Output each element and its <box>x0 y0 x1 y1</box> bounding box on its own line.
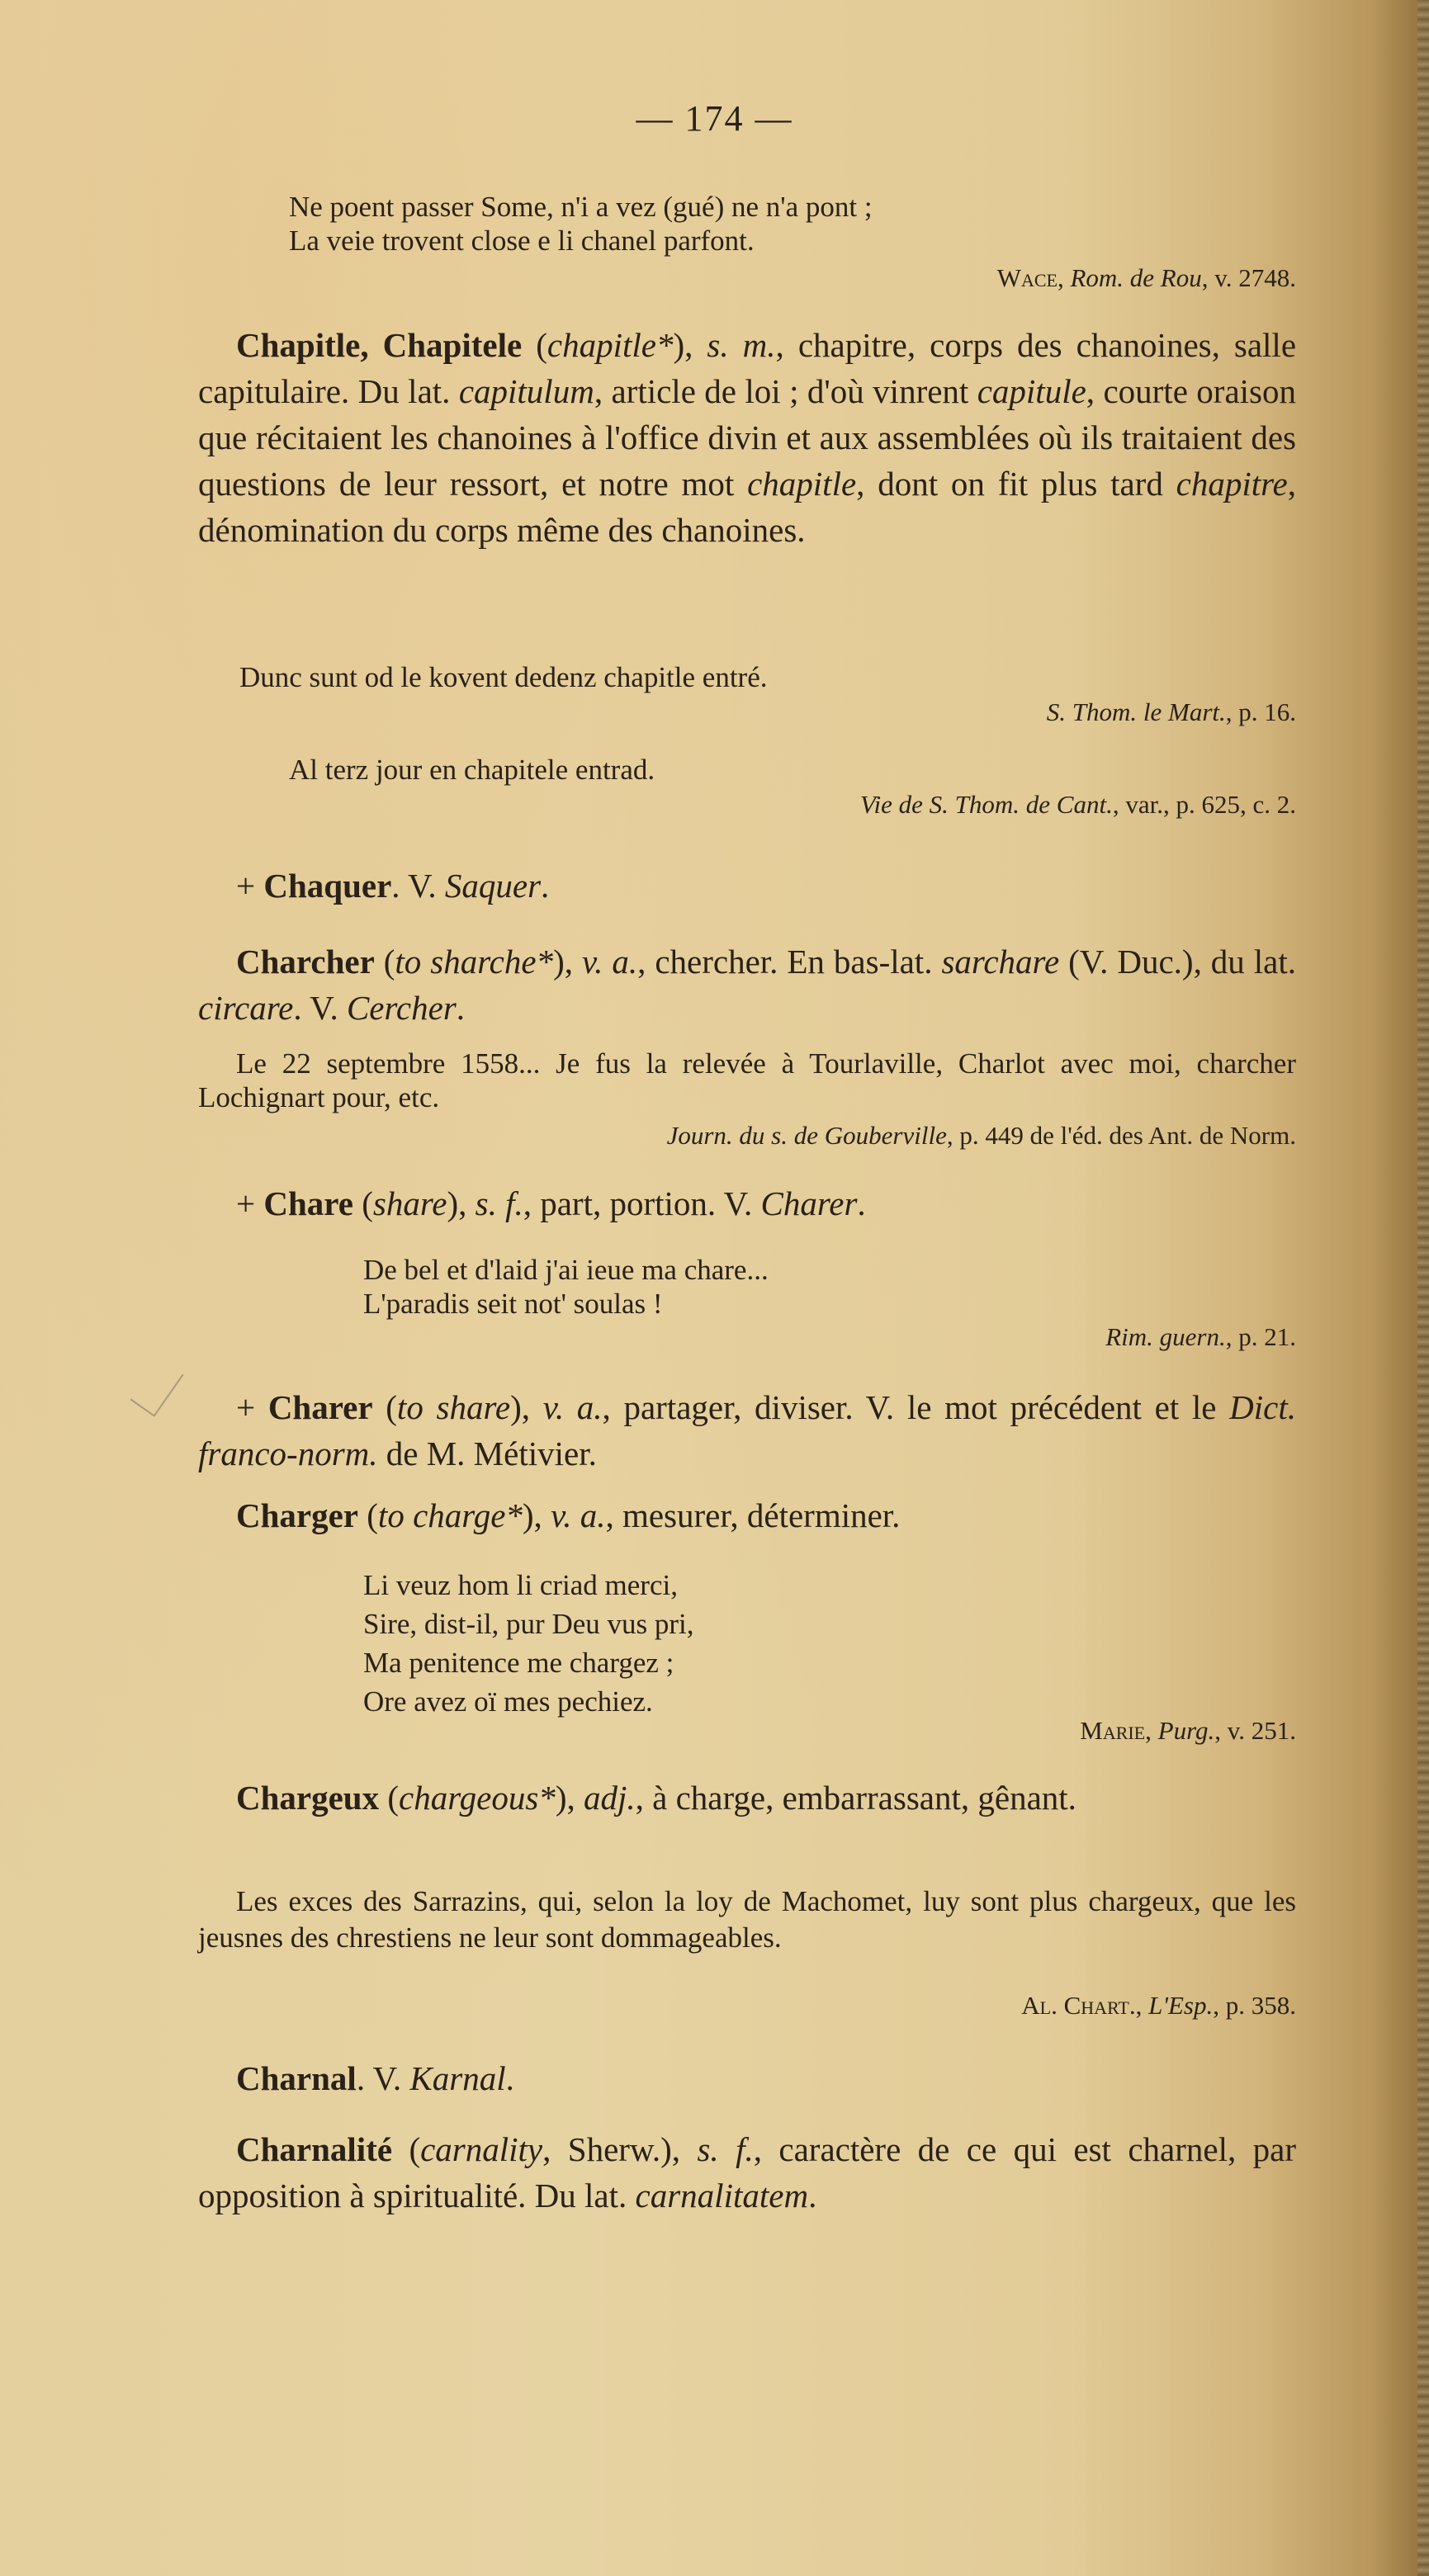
headword: Charger <box>236 1496 359 1534</box>
citation-source: Journ. du s. de Gouberville, p. 449 de l'éd. des Ant. de Norm. <box>666 1121 1296 1150</box>
verse-citation <box>198 1566 1296 1721</box>
entry-charnal: Charnal. V. Karnal. <box>236 2059 514 2097</box>
quote-line: Ne poent passer Some, n'i a vez (gué) ne n'a pont ; <box>289 191 873 223</box>
entry-charcher: Charcher (to sharche*), v. a., chercher. En bas-lat. sarchare (V. Duc.), du lat. circare. V. Cercher. <box>198 943 1297 1027</box>
entry-charger: Charger (to charge*), v. a., mesurer, déterminer. <box>236 1496 901 1534</box>
part-of-speech: adj. <box>583 1779 636 1817</box>
entry-charer: + Charer (to share), v. a., partager, diviser. V. le mot précédent et le Dict. franco-norm. de M. Métivier. <box>198 1388 1296 1472</box>
etymology: chapitle* <box>547 326 674 364</box>
entry-chapitle: Chapitle, Chapitele (chapitle*), s. m., chapitre, corps des chanoines, salle capitulaire. Du lat. capitulum, article de loi ; d'où vinrent capitule, courte oraison que récitaient les chanoines à l'office divin et aux assemblées où ils traitaient des questions de leur ressort, et notre mot chapitle, dont on fit plus tard chapitre, dénomination du corps même des chanoines. <box>198 326 1297 549</box>
prose-citation: Les exces des Sarrazins, qui, selon la loy de Machomet, luy sont plus chargeux, que les jeusnes des chrestiens ne leur sont dommageables. <box>198 1885 1296 1954</box>
etymology: chargeous* <box>399 1779 556 1817</box>
verse-line: L'paradis seit not' soulas ! <box>363 1288 663 1320</box>
headword: Charcher <box>236 943 375 981</box>
verse-citation <box>198 1253 1296 1321</box>
verse-line: De bel et d'laid j'ai ieue ma chare... <box>363 1254 769 1286</box>
etymology: carnality <box>420 2130 543 2168</box>
citation-source: Marie, Purg., v. 251. <box>1080 1716 1296 1745</box>
part-of-speech: s. f. <box>475 1184 523 1222</box>
page-number: — 174 — <box>636 98 793 139</box>
part-of-speech: v. a. <box>542 1388 603 1426</box>
entry-chare: + Chare (share), s. f., part, portion. V. Charer. <box>236 1184 866 1222</box>
verse-line: Ore avez oï mes pechiez. <box>363 1685 653 1718</box>
etymology: to charge* <box>377 1496 523 1534</box>
quote-line: La veie trovent close e li chanel parfont. <box>289 225 755 257</box>
part-of-speech: v. a. <box>581 943 638 981</box>
pencil-checkmark-icon <box>130 1358 183 1416</box>
plus-marker-icon: + <box>236 867 256 905</box>
part-of-speech: s. m. <box>707 326 776 364</box>
plus-marker-icon: + <box>236 1184 256 1222</box>
headword: Chargeux <box>236 1779 380 1817</box>
entry-chargeux: Chargeux (chargeous*), adj., à charge, embarrassant, gênant. <box>236 1779 1076 1817</box>
etymology: share <box>372 1184 447 1222</box>
opening-quote <box>198 190 1296 258</box>
headword: Charnalité <box>236 2130 393 2168</box>
quote-source: Wace, Rom. de Rou, v. 2748. <box>996 263 1296 292</box>
headword: Chare <box>263 1184 353 1222</box>
citation-source: Vie de S. Thom. de Cant., var., p. 625, c. 2. <box>859 790 1296 819</box>
etymology: to share <box>396 1388 511 1426</box>
verse-line: Sire, dist-il, pur Deu vus pri, <box>363 1608 694 1640</box>
citation-source: Rim. guern., p. 21. <box>1105 1322 1296 1351</box>
etymology: to sharche* <box>395 943 554 981</box>
citation-source: Al. Chart., L'Esp., p. 358. <box>1021 1991 1296 2020</box>
verse-line: Ma penitence me chargez ; <box>363 1647 674 1679</box>
entry-charnalite: Charnalité (carnality, Sherw.), s. f., caractère de ce qui est charnel, par opposition à spiritualité. Du lat. carnalitatem. <box>198 2130 1296 2214</box>
part-of-speech: v. a. <box>551 1496 606 1534</box>
entry-chaquer: + Chaquer. V. Saquer. <box>236 867 550 905</box>
verse-line: Li veuz hom li criad merci, <box>363 1569 678 1601</box>
headword: Chaquer <box>263 867 392 905</box>
plus-marker-icon: + <box>236 1388 256 1426</box>
headword: Chapitle, Chapitele <box>236 326 523 364</box>
part-of-speech: s. f. <box>697 2130 754 2168</box>
prose-citation: Le 22 septembre 1558... Je fus la relevée à Tourlaville, Charlot avec moi, charcher Lochignart pour, etc. <box>198 1047 1296 1113</box>
headword: Charer <box>267 1388 373 1426</box>
citation-quote: Dunc sunt od le kovent dedenz chapitle entré. <box>239 661 768 693</box>
headword: Charnal <box>236 2059 357 2097</box>
citation-quote: Al terz jour en chapitele entrad. <box>289 754 655 786</box>
citation-source: S. Thom. le Mart., p. 16. <box>1046 697 1296 726</box>
page-edge <box>1417 0 1429 2576</box>
